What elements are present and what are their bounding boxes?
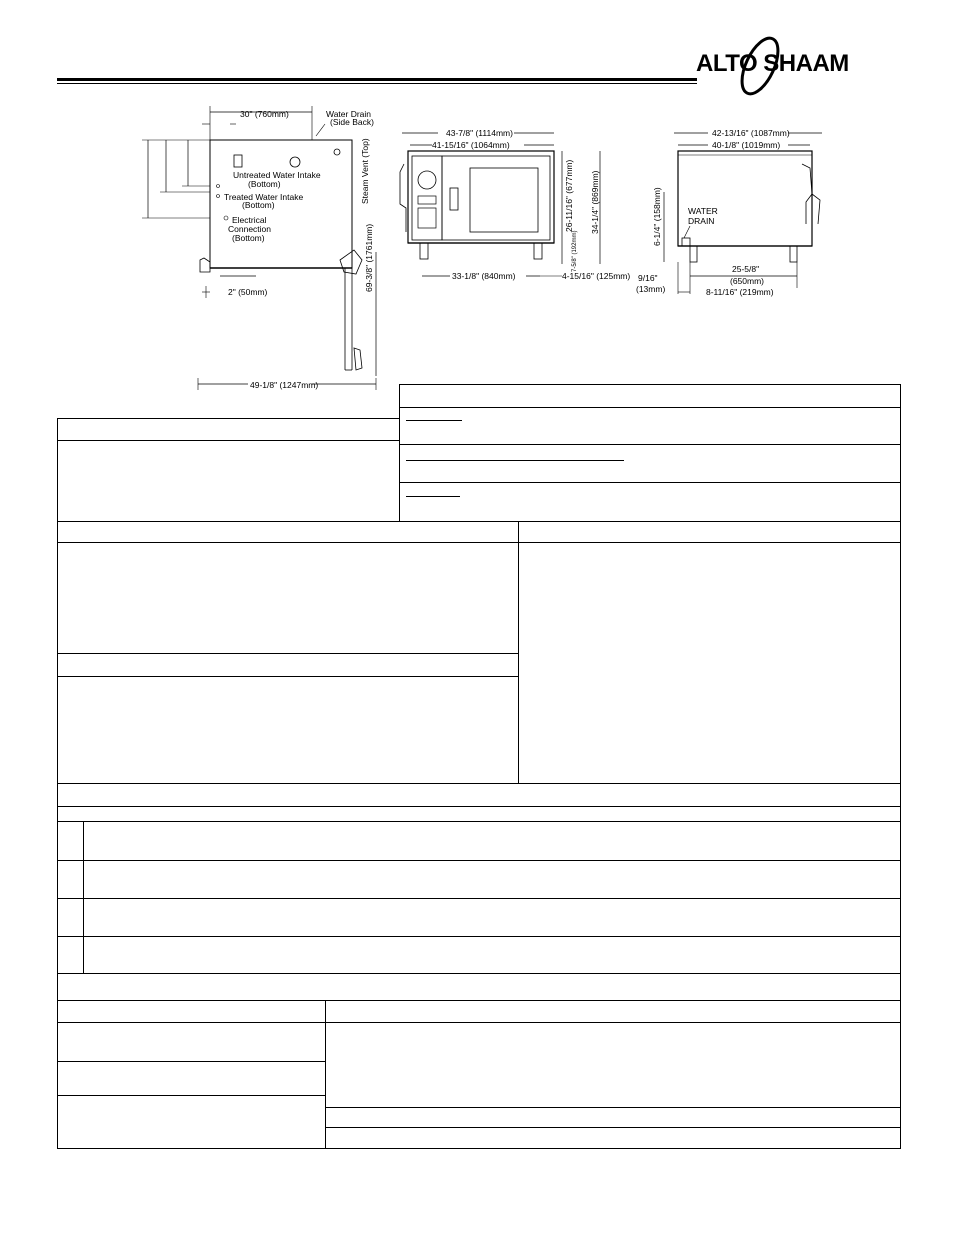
dim-body-depth: 40-1/8" (1019mm) [712, 140, 781, 150]
water-drain-label-2: DRAIN [688, 216, 715, 226]
header-rule [57, 78, 697, 81]
spec-box-divider-2 [399, 482, 901, 483]
dim-front-offset: 9/16" [638, 273, 658, 283]
dim-overall-height: 34-1/4" (869mm) [590, 170, 600, 234]
spec-underline-3 [406, 496, 460, 497]
treated-water-label: Treated Water Intake [224, 192, 304, 202]
dim-door-height: 26-11/16" (677mm) [564, 159, 574, 232]
spec-box-top-right [399, 384, 901, 522]
front-view-drawing [394, 124, 634, 294]
dim-leg-span-mm: (650mm) [730, 276, 765, 286]
dim-body-width: 41-15/16" (1064mm) [432, 140, 510, 150]
table-header-rule [57, 542, 901, 543]
header-rule-thin [57, 83, 697, 84]
dim-base-width: 33-1/8" (840mm) [452, 271, 516, 281]
bottom-right-rule-2 [325, 1127, 901, 1128]
dim-front-offset-mm: (13mm) [636, 284, 666, 294]
water-drain-label: Water Drain [326, 109, 372, 119]
row-rule-4 [57, 973, 901, 974]
dim-depth: 49-1/8" (1247mm) [250, 380, 319, 390]
table-rule-3 [57, 821, 901, 822]
table-rule-2 [57, 806, 901, 807]
dim-width-top: 30" (760mm) [240, 109, 289, 119]
bottom-right-rule-1 [325, 1107, 901, 1108]
steam-vent-label: Steam Vent (Top) [360, 138, 370, 204]
dim-overall-depth: 42-13/16" (1087mm) [712, 128, 790, 138]
spec-box-left [57, 418, 400, 522]
electrical-label-2: Connection [228, 224, 272, 234]
dim-leg-height: 7-5/8" (192mm) [572, 230, 578, 272]
dim-drain-height: 6-1/4" (158mm) [652, 187, 662, 246]
bottom-left-rule-1 [57, 1061, 325, 1062]
electrical-sub: (Bottom) [232, 233, 265, 243]
water-drain-label: WATER [688, 206, 718, 216]
side-view-drawing [140, 100, 390, 390]
row-rule-1 [57, 860, 901, 861]
bottom-section-rule [57, 1000, 901, 1001]
alto-shaam-logo [696, 34, 866, 106]
table-section-header-rule [57, 676, 518, 677]
row-rule-3 [57, 936, 901, 937]
table-rule-1 [57, 783, 901, 784]
water-drain-sub: (Side Back) [330, 117, 374, 127]
dim-height: 69-3/8" (1761mm) [364, 223, 374, 292]
main-spec-table [57, 521, 901, 1149]
dim-overall-width: 43-7/8" (1114mm) [446, 128, 513, 138]
table-column-divider [518, 521, 519, 783]
untreated-water-sub: (Bottom) [248, 179, 281, 189]
untreated-water-label: Untreated Water Intake [233, 170, 321, 180]
spec-box-divider-1 [399, 444, 901, 445]
treated-water-sub: (Bottom) [242, 200, 275, 210]
logo-text: ALTO SHAAM [696, 50, 849, 77]
row-number-column [83, 821, 84, 973]
dim-rear-offset: 8-11/16" (219mm) [706, 287, 774, 297]
right-view-drawing [634, 124, 834, 300]
bottom-header-rule [57, 1022, 901, 1023]
bottom-left-rule-2 [57, 1095, 325, 1096]
electrical-label: Electrical [232, 215, 267, 225]
table-section-rule [57, 653, 518, 654]
dim-offset: 2" (50mm) [228, 287, 268, 297]
spec-box-header-rule [399, 407, 901, 408]
spec-box-left-header-rule [57, 440, 400, 441]
spec-underline-2 [406, 460, 624, 461]
dim-side-offset: 4-15/16" (125mm) [562, 271, 631, 281]
row-rule-2 [57, 898, 901, 899]
spec-underline-1 [406, 420, 462, 421]
dim-leg-span: 25-5/8" [732, 264, 760, 274]
